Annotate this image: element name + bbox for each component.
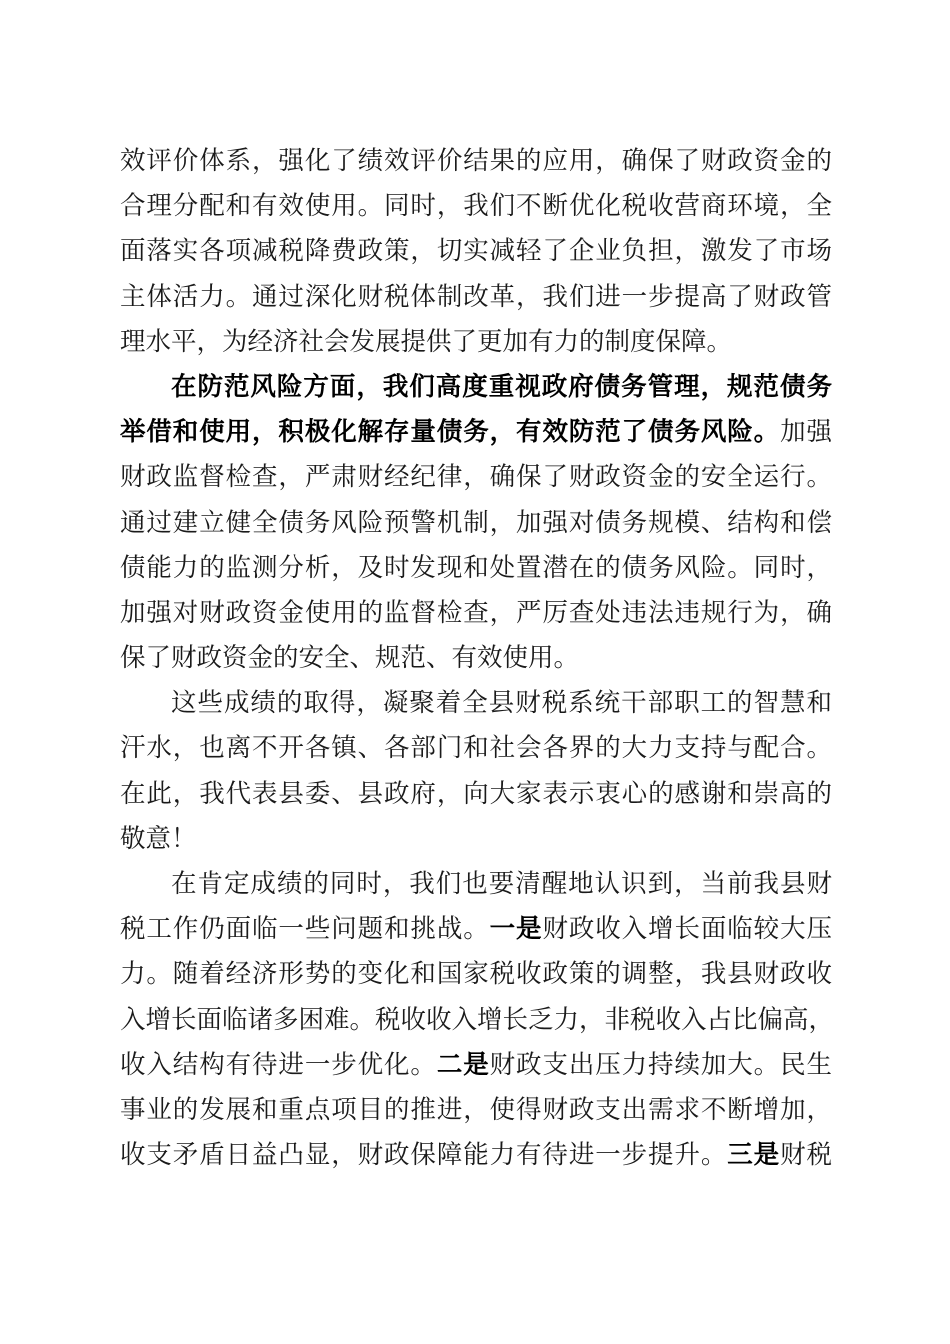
text-run: 理水平，为经济社会发展提供了更加有力的制度保障。 — [120, 326, 733, 357]
bold-enumerator-run: 二是 — [436, 1049, 490, 1080]
document-body — [120, 139, 835, 1178]
text-run: 效评价体系，强化了绩效评价结果的应用，确保了财政资金的 — [120, 146, 832, 176]
text-run: 敬意！ — [120, 823, 197, 854]
text-line — [120, 1043, 832, 1088]
text-line — [120, 229, 832, 274]
text-line — [120, 591, 832, 636]
text-line — [120, 636, 832, 681]
paragraph-risk-prevention — [120, 365, 832, 681]
text-line — [120, 772, 832, 817]
text-line — [120, 726, 832, 771]
text-line — [120, 139, 832, 184]
paragraph-challenges — [120, 862, 835, 1178]
text-run: 在肯定成绩的同时，我们也要清醒地认识到，当前我县财 — [171, 869, 832, 899]
text-line — [120, 320, 832, 365]
text-run: 通过建立健全债务风险预警机制，加强对债务规模、结构和偿 — [120, 507, 832, 538]
text-line — [120, 998, 835, 1043]
text-run: 在此，我代表县委、县政府，向大家表示衷心的感谢和崇高的 — [120, 778, 832, 809]
paragraph-acknowledgement — [120, 681, 832, 862]
text-line — [120, 681, 832, 726]
bold-heading-run: 在防范风险方面，我们高度重视政府债务管理，规范债务 — [171, 371, 832, 402]
text-run: 财税 — [780, 1140, 832, 1171]
text-line — [120, 907, 832, 952]
text-run: 力。随着经济形势的变化和国家税收政策的调整，我县财政收 — [120, 959, 832, 990]
text-line — [120, 817, 832, 862]
text-line — [120, 1133, 832, 1178]
text-run: 入增长面临诸多困难。税收收入增长乏力，非税收入占比偏高， — [120, 1004, 835, 1035]
text-line — [120, 365, 832, 410]
text-run: 加强 — [780, 417, 832, 448]
text-run: 收支矛盾日益凸显，财政保障能力有待进一步提升。 — [120, 1140, 728, 1171]
text-line — [120, 410, 832, 455]
bold-heading-run: 举借和使用，积极化解存量债务，有效防范了债务风险。 — [120, 417, 781, 448]
text-run: 债能力的监测分析，及时发现和处置潜在的债务风险。同时， — [120, 552, 832, 583]
text-line — [120, 455, 832, 500]
text-run: 面落实各项减税降费政策，切实减轻了企业负担，激发了市场 — [120, 236, 832, 267]
text-run: 收入结构有待进一步优化。 — [120, 1049, 437, 1080]
text-run: 保了财政资金的安全、规范、有效使用。 — [120, 643, 580, 674]
bold-enumerator-run: 三是 — [727, 1140, 781, 1171]
text-line — [120, 546, 832, 591]
text-line — [120, 275, 832, 320]
paragraph-performance-evaluation — [120, 139, 832, 365]
text-run: 主体活力。通过深化财税体制改革，我们进一步提高了财政管 — [120, 281, 832, 312]
text-run: 合理分配和有效使用。同时，我们不断优化税收营商环境，全 — [120, 191, 832, 222]
text-run: 财政收入增长面临较大压 — [542, 914, 832, 945]
text-line — [120, 1088, 832, 1133]
text-run: 事业的发展和重点项目的推进，使得财政支出需求不断增加， — [120, 1094, 832, 1125]
text-line — [120, 184, 832, 229]
text-line — [120, 501, 832, 546]
text-run: 税工作仍面临一些问题和挑战。 — [120, 914, 490, 945]
text-line — [120, 862, 832, 907]
text-line — [120, 952, 832, 997]
text-run: 财政监督检查，严肃财经纪律，确保了财政资金的安全运行。 — [120, 462, 832, 493]
bold-enumerator-run: 一是 — [489, 914, 543, 945]
text-run: 汗水，也离不开各镇、各部门和社会各界的大力支持与配合。 — [120, 733, 832, 764]
text-run: 这些成绩的取得，凝聚着全县财税系统干部职工的智慧和 — [171, 688, 832, 719]
text-run: 财政支出压力持续加大。民生 — [489, 1049, 832, 1080]
text-run: 加强对财政资金使用的监督检查，严厉查处违法违规行为，确 — [120, 597, 832, 628]
